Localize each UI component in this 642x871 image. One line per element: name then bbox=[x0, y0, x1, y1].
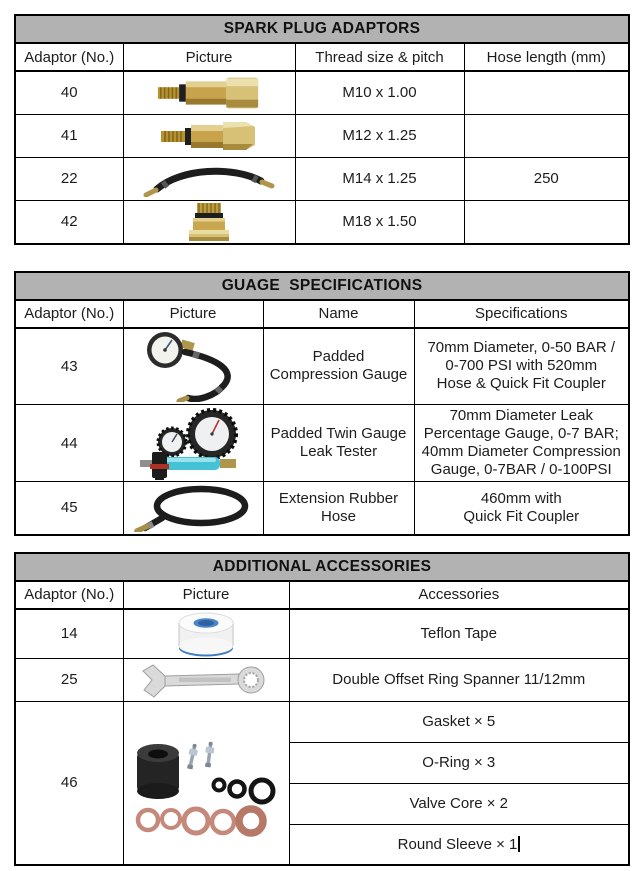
hose-length bbox=[464, 200, 629, 244]
thread-size: M12 x 1.25 bbox=[295, 114, 464, 157]
adaptor-number: 41 bbox=[15, 114, 123, 157]
extension-hose-image bbox=[131, 484, 255, 532]
picture-cell bbox=[123, 405, 263, 482]
twin-gauge-leak-tester-image bbox=[134, 406, 252, 480]
hose-length: 250 bbox=[464, 157, 629, 200]
accessory-name: Teflon Tape bbox=[289, 609, 629, 659]
thread-size: M10 x 1.00 bbox=[295, 71, 464, 114]
name-line: Padded bbox=[312, 348, 365, 366]
picture-cell bbox=[123, 658, 289, 701]
additional-accessories-table bbox=[14, 552, 630, 867]
col-header-accessories: Accessories bbox=[289, 581, 629, 609]
spec-line: 40mm Diameter Compression bbox=[421, 443, 621, 460]
picture-cell bbox=[123, 609, 289, 659]
column-header-row bbox=[15, 581, 629, 609]
adaptor-number: 25 bbox=[15, 658, 123, 701]
text-cursor bbox=[518, 836, 520, 852]
adaptor-number: 42 bbox=[15, 200, 123, 244]
adaptor-number: 45 bbox=[15, 482, 123, 535]
name-line: Padded Twin Gauge bbox=[270, 425, 407, 442]
spanner-image bbox=[139, 660, 273, 700]
table-row bbox=[15, 405, 629, 482]
col-header-specifications: Specifications bbox=[414, 300, 629, 328]
picture-cell bbox=[123, 157, 295, 200]
name-line: Extension Rubber bbox=[278, 489, 399, 507]
col-header-adaptor-no: Adaptor (No.) bbox=[15, 581, 123, 609]
table-row bbox=[15, 609, 629, 659]
teflon-tape-image bbox=[169, 611, 243, 657]
col-header-picture: Picture bbox=[123, 43, 295, 71]
table-title-row bbox=[15, 15, 629, 43]
spec-line: 70mm Diameter, 0-50 BAR / bbox=[427, 339, 616, 357]
picture-cell bbox=[123, 71, 295, 114]
table-row bbox=[15, 328, 629, 405]
spec-line: 0-700 PSI with 520mm bbox=[445, 357, 598, 375]
picture-cell bbox=[123, 114, 295, 157]
table-title-row bbox=[15, 553, 629, 581]
picture-cell bbox=[123, 482, 263, 535]
kit-item[interactable] bbox=[289, 824, 629, 865]
table-title: ADDITIONAL ACCESSORIES bbox=[15, 553, 629, 581]
column-header-row bbox=[15, 300, 629, 328]
accessory-name: Double Offset Ring Spanner 11/12mm bbox=[289, 658, 629, 701]
spec-line: Gauge, 0-7BAR / 0-100PSI bbox=[430, 461, 612, 478]
valve-core-glyph bbox=[186, 743, 200, 770]
column-header-row bbox=[15, 43, 629, 71]
adaptor-number: 46 bbox=[15, 701, 123, 865]
table-row bbox=[15, 71, 629, 114]
kit-item: Gasket × 5 bbox=[289, 701, 629, 742]
hose-length bbox=[464, 114, 629, 157]
adaptor-number: 40 bbox=[15, 71, 123, 114]
compression-gauge-image bbox=[141, 330, 245, 402]
valve-core-glyph bbox=[204, 741, 216, 767]
table-row bbox=[15, 658, 629, 701]
picture-cell bbox=[123, 701, 289, 865]
brass-adaptor-m10-image bbox=[156, 74, 262, 112]
thread-size: M18 x 1.50 bbox=[295, 200, 464, 244]
spec-line: Hose & Quick Fit Coupler bbox=[436, 375, 606, 393]
gauge-name bbox=[263, 482, 414, 535]
table-row bbox=[15, 200, 629, 244]
picture-cell bbox=[123, 328, 263, 405]
adaptor-number: 44 bbox=[15, 405, 123, 482]
col-header-adaptor-no: Adaptor (No.) bbox=[15, 43, 123, 71]
name-line: Leak Tester bbox=[299, 443, 378, 460]
adaptor-number: 14 bbox=[15, 609, 123, 659]
service-kit-image bbox=[131, 727, 281, 839]
brass-adaptor-m18-image bbox=[184, 202, 234, 242]
col-header-picture: Picture bbox=[123, 581, 289, 609]
spec-line: Quick Fit Coupler bbox=[463, 507, 580, 525]
gauge-name bbox=[263, 328, 414, 405]
gauge-specifications-table bbox=[14, 271, 630, 536]
adaptor-number: 43 bbox=[15, 328, 123, 405]
name-line: Compression Gauge bbox=[269, 366, 408, 384]
table-row bbox=[15, 482, 629, 535]
col-header-adaptor-no: Adaptor (No.) bbox=[15, 300, 123, 328]
kit-item-text: Round Sleeve × 1 bbox=[397, 835, 518, 853]
spec-line: 460mm with bbox=[480, 489, 562, 507]
table-row bbox=[15, 114, 629, 157]
table-row bbox=[15, 157, 629, 200]
col-header-hose-length: Hose length (mm) bbox=[464, 43, 629, 71]
col-header-thread-size: Thread size & pitch bbox=[295, 43, 464, 71]
table-title: GUAGE SPECIFICATIONS bbox=[15, 272, 629, 300]
flexible-hose-image bbox=[143, 161, 275, 197]
col-header-picture: Picture bbox=[123, 300, 263, 328]
table-row bbox=[15, 701, 629, 742]
gauge-spec bbox=[414, 328, 629, 405]
spark-plug-adaptors-table bbox=[14, 14, 630, 245]
gauge-name bbox=[263, 405, 414, 482]
kit-item: O-Ring × 3 bbox=[289, 742, 629, 783]
hose-length bbox=[464, 71, 629, 114]
col-header-name: Name bbox=[263, 300, 414, 328]
gauge-spec bbox=[414, 405, 629, 482]
picture-cell bbox=[123, 200, 295, 244]
gauge-spec bbox=[414, 482, 629, 535]
kit-item: Valve Core × 2 bbox=[289, 783, 629, 824]
table-title: SPARK PLUG ADAPTORS bbox=[15, 15, 629, 43]
adaptor-number: 22 bbox=[15, 157, 123, 200]
name-line: Hose bbox=[320, 507, 357, 525]
brass-adaptor-m12-image bbox=[158, 118, 260, 154]
spec-line: 70mm Diameter Leak bbox=[449, 407, 593, 424]
table-title-row bbox=[15, 272, 629, 300]
thread-size: M14 x 1.25 bbox=[295, 157, 464, 200]
spec-line: Percentage Gauge, 0-7 BAR; bbox=[423, 425, 619, 442]
